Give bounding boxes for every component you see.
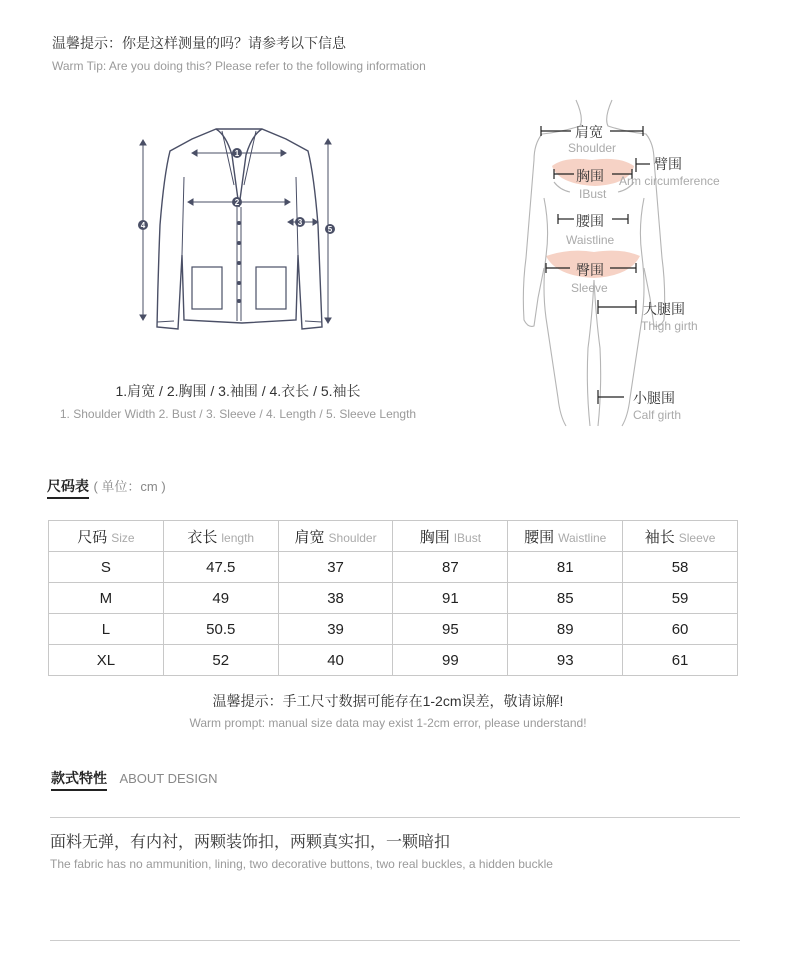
header-sleeve: 袖长 Sleeve (623, 521, 738, 552)
right-pocket (256, 267, 286, 309)
size-chart-header (47, 476, 166, 496)
warm-tip-chinese: 温馨提示：你是这样测量的吗？请参考以下信息 (52, 35, 346, 51)
garment-legend-english: 1. Shoulder Width 2. Bust / 3. Sleeve / 4. Length / 5. Sleeve Length (59, 407, 417, 421)
table-cell: 95 (393, 614, 508, 645)
left-pocket (192, 267, 222, 309)
table-cell: 81 (508, 552, 623, 583)
cardigan-collar (216, 129, 262, 207)
header-waist: 腰围 Waistline (508, 521, 623, 552)
waist-label-en: Waistline (566, 233, 615, 247)
marker-4: 4 (140, 221, 146, 230)
calf-label-en: Calf girth (633, 408, 682, 422)
table-cell: 59 (623, 583, 738, 614)
table-cell: 52 (163, 645, 278, 676)
table-row (49, 552, 738, 583)
body-measurement-diagram (500, 98, 750, 430)
thigh-label-cn: 大腿围 (643, 301, 685, 317)
design-header (51, 768, 217, 788)
table-cell: 93 (508, 645, 623, 676)
marker-3: 3 (297, 218, 303, 227)
hip-label-en: Sleeve (571, 281, 608, 295)
marker-5: 5 (327, 225, 333, 234)
table-cell: XL (49, 645, 164, 676)
table-row (49, 645, 738, 676)
table-cell: M (49, 583, 164, 614)
table-cell: 47.5 (163, 552, 278, 583)
arm-label-en: Arm circumference (619, 174, 720, 188)
table-cell: L (49, 614, 164, 645)
table-cell: 40 (278, 645, 393, 676)
shoulder-label-en: Shoulder (568, 141, 617, 155)
size-chart-unit: ( 单位：cm ) (93, 479, 166, 494)
design-subtitle: ABOUT DESIGN (119, 771, 218, 786)
table-cell: 60 (623, 614, 738, 645)
garment-legend-chinese: 1.肩宽 / 2.胸围 / 3.袖围 / 4.衣长 / 5.袖长 (115, 383, 361, 399)
table-cell: 99 (393, 645, 508, 676)
warm-prompt-english: Warm prompt: manual size data may exist 1-2cm error, please understand! (189, 716, 587, 730)
arm-label-cn: 臂围 (654, 156, 682, 172)
marker-2: 2 (234, 198, 240, 207)
feature-chinese: 面料无弹，有内衬，两颗装饰扣，两颗真实扣，一颗暗扣 (50, 834, 451, 851)
divider (50, 817, 740, 818)
marker-1: 1 (234, 149, 240, 158)
divider (50, 940, 740, 941)
table-cell: 49 (163, 583, 278, 614)
table-cell: 58 (623, 552, 738, 583)
bust-label-cn: 胸围 (576, 168, 604, 184)
size-table-header-row (49, 521, 738, 552)
header-length: 衣长 length (163, 521, 278, 552)
table-cell: 61 (623, 645, 738, 676)
shoulder-label-cn: 肩宽 (575, 124, 603, 140)
size-chart-title: 尺码表 (47, 478, 89, 499)
size-table (48, 520, 738, 676)
warm-prompt-chinese: 温馨提示：手工尺寸数据可能存在1-2cm误差，敬请谅解! (212, 693, 564, 709)
table-cell: 37 (278, 552, 393, 583)
header-shoulder: 肩宽 Shoulder (278, 521, 393, 552)
cardigan-measurement-diagram (130, 115, 360, 345)
waist-label-cn: 腰围 (576, 213, 604, 229)
table-cell: 89 (508, 614, 623, 645)
table-cell: 91 (393, 583, 508, 614)
table-cell: 38 (278, 583, 393, 614)
table-cell: 85 (508, 583, 623, 614)
header-bust: 胸围 IBust (393, 521, 508, 552)
table-row (49, 583, 738, 614)
design-title: 款式特性 (51, 770, 107, 791)
thigh-label-en: Thigh girth (641, 319, 698, 333)
table-cell: 87 (393, 552, 508, 583)
table-cell: 50.5 (163, 614, 278, 645)
bust-label-en: IBust (579, 187, 607, 201)
hip-label-cn: 臀围 (576, 262, 604, 278)
feature-english: The fabric has no ammunition, lining, two decorative buttons, two real buckles, a hidden buckle (50, 857, 553, 871)
table-cell: 39 (278, 614, 393, 645)
calf-label-cn: 小腿围 (633, 390, 675, 406)
warm-tip-english: Warm Tip: Are you doing this? Please refer to the following information (52, 59, 426, 73)
header-size: 尺码 Size (49, 521, 164, 552)
table-row (49, 614, 738, 645)
table-cell: S (49, 552, 164, 583)
